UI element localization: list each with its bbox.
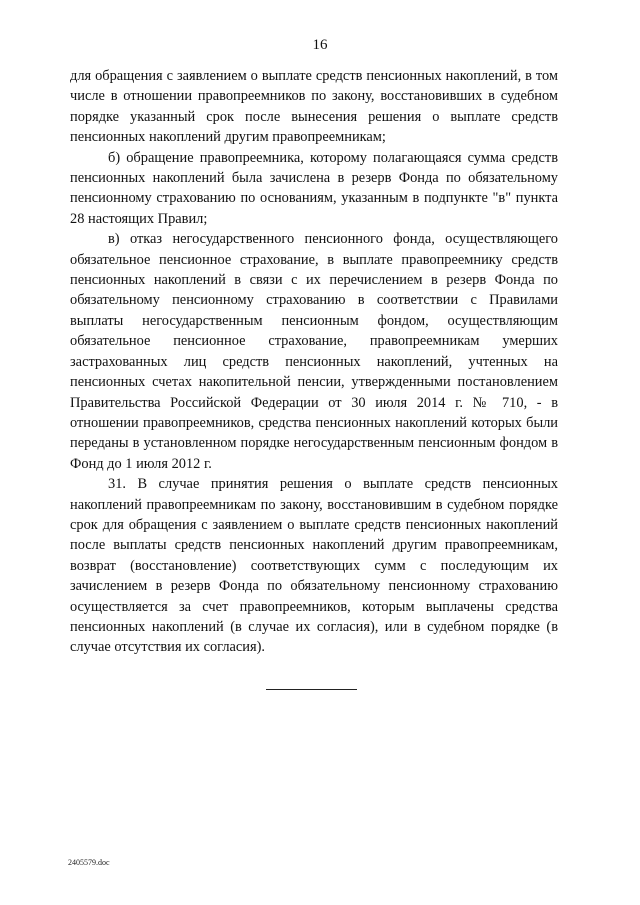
paragraph-continuation: для обращения с заявлением о выплате средств пенсионных накоплений, в том числе в отношении правопреемников по закону, восстановивших в судебном порядке указанный срок после вынесения решения о выплате средств пенсионных накоплений другим правопреемникам; — [70, 68, 558, 146]
paragraph-clause-31: 31. В случае принятия решения о выплате средств пенсионных накоплений правопреемникам по закону, восстановившим в судебном порядке срок для обращения с заявлением о выплате средств пенсионных накоплений после выплаты средств пенсионных накоплений другим правопреемникам, возврат (восстановление) соответствующих сумм с последующим их зачислением в резерв Фонда по обязательному пенсионному страхованию осуществляется за счет правопреемников, которым выплачены средства пенсионных накоплений (в случае их согласия), или в судебном порядке (в случае отсутствия их согласия). — [70, 476, 558, 656]
paragraph-item-v: в) отказ негосударственного пенсионного фонда, осуществляющего обязательное пенсионное страхование, в выплате правопреемнику средств пенсионных накоплений в связи с их перечислением в резерв Фонда по обязательному пенсионному страхованию в соответствии с Правилами выплаты негосударственным пенсионным фондом, осуществляющим обязательное пенсионное страхование, правопреемникам умерших застрахованных лиц средств пенсионных накоплений, учтенных на пенсионных счетах накопительной пенсии, утвержденными постановлением Правительства Российской Федерации от 30 июля 2014 г. № 710, - в отношении правопреемников, средства пенсионных накоплений которых были переданы в установленном порядке негосударственным пенсионным фондом в Фонд до 1 июля 2012 г. — [70, 231, 558, 472]
document-body — [70, 66, 558, 658]
paragraph-item-b: б) обращение правопреемника, которому полагающаяся сумма средств пенсионных накоплений была зачислена в резерв Фонда по обязательному пенсионному страхованию по основаниям, указанным в подпункте "в" пункта 28 настоящих Правил; — [70, 149, 558, 227]
page-number: 16 — [312, 37, 328, 53]
document-file-id: 2405579.doc — [68, 858, 110, 867]
end-divider-line — [266, 689, 357, 690]
